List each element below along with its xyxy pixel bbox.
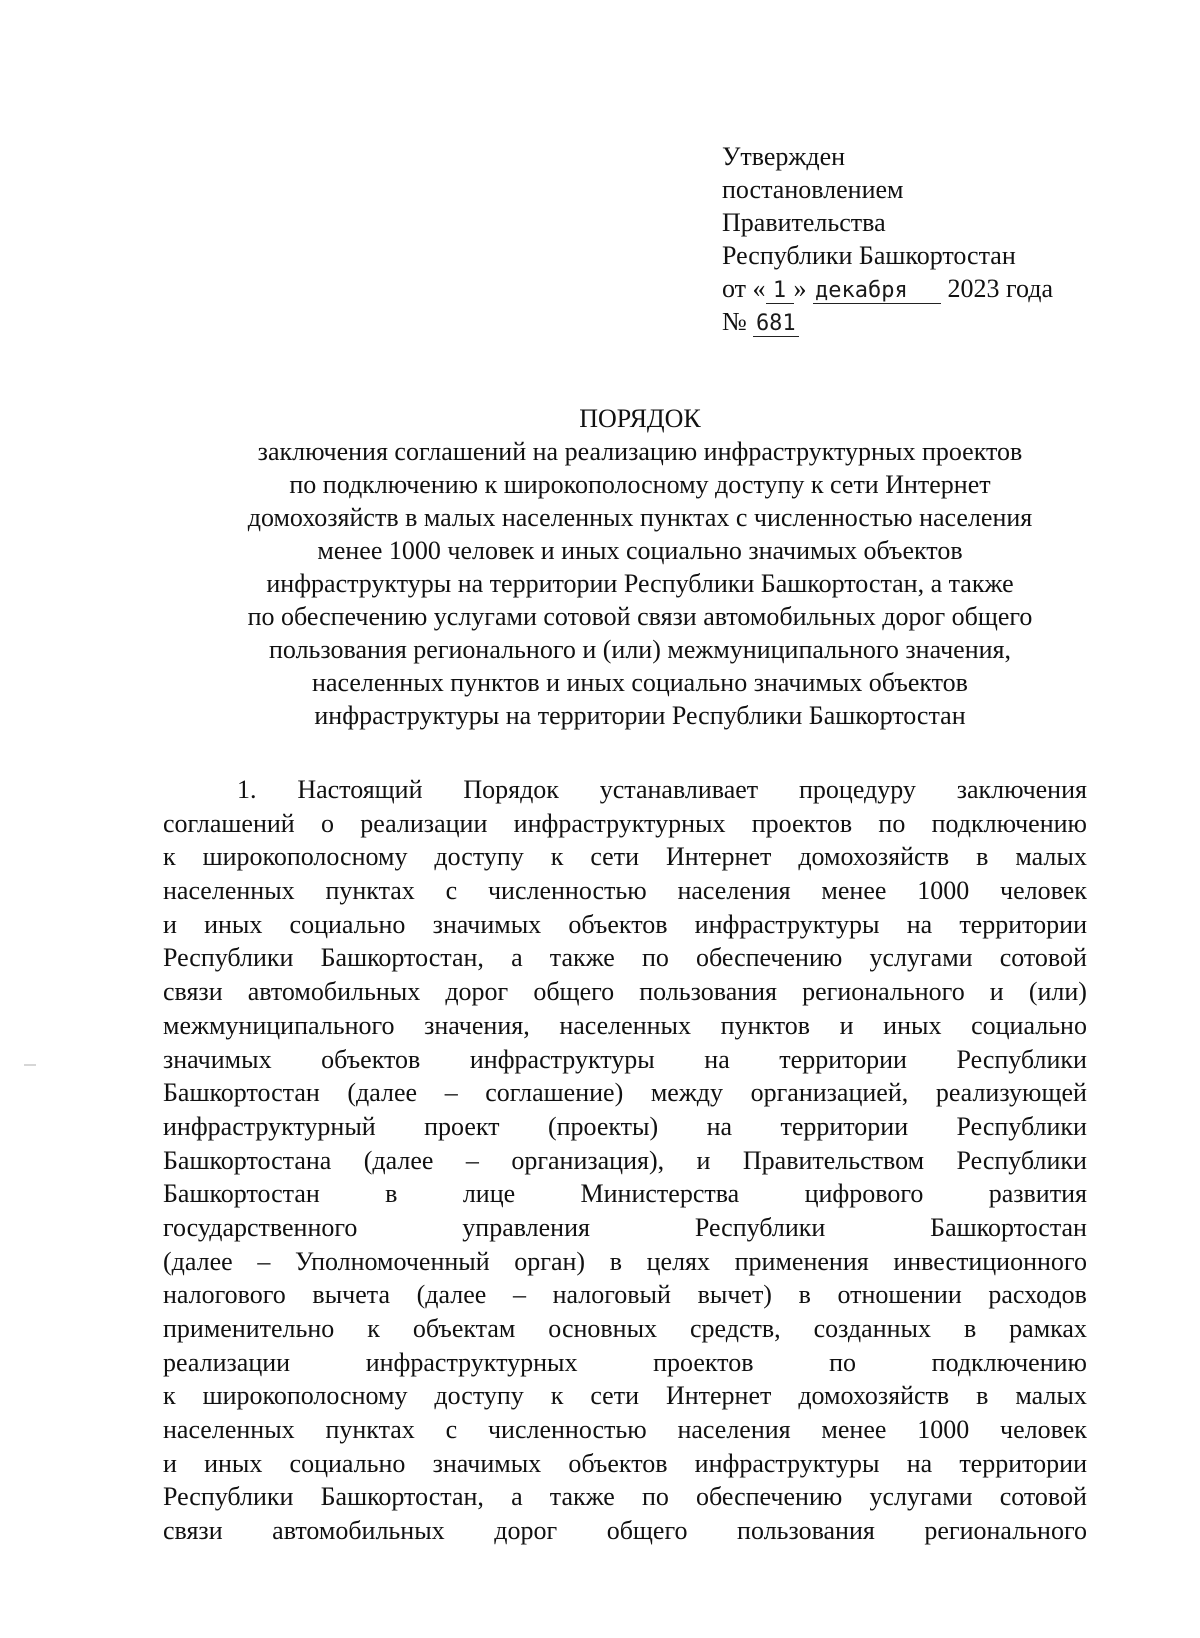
- body-word: основных: [548, 1314, 658, 1343]
- body-word: инфраструктурных: [513, 808, 726, 838]
- body-word: значимых: [163, 1044, 272, 1074]
- body-line: [163, 1413, 1087, 1447]
- body-word: численностью: [487, 1415, 647, 1445]
- body-word: по: [878, 808, 906, 838]
- body-word: средств,: [690, 1314, 781, 1343]
- body-word: к: [550, 1381, 564, 1411]
- body-word: (далее: [363, 1145, 434, 1175]
- body-word: налогового: [163, 1280, 286, 1310]
- body-line: [163, 1480, 1087, 1514]
- body-word: менее: [821, 876, 887, 906]
- body-word: с: [445, 876, 458, 906]
- body-word: соглашение): [485, 1078, 624, 1108]
- body-word: развития: [988, 1179, 1087, 1209]
- body-line: [163, 1346, 1087, 1380]
- body-word: в: [385, 1179, 398, 1209]
- body-line: [163, 1379, 1087, 1413]
- body-line: [163, 1312, 1087, 1346]
- body-word: процедуру: [798, 775, 916, 804]
- body-word: населения: [677, 1415, 791, 1445]
- body-word: –: [512, 1280, 526, 1310]
- body-line: [163, 874, 1087, 908]
- date-close-quote: »: [793, 274, 807, 303]
- body-word: обеспечению: [696, 1482, 843, 1512]
- body-word: (далее: [347, 1078, 418, 1108]
- body-line: [163, 1144, 1087, 1178]
- date-month: декабря: [813, 279, 941, 304]
- body-word: автомобильных: [247, 977, 421, 1007]
- body-word: о: [321, 808, 334, 838]
- body-word: проект: [424, 1111, 500, 1141]
- body-word: малых: [1015, 1381, 1087, 1411]
- body-word: лице: [462, 1179, 516, 1209]
- body-word: социально: [971, 1010, 1087, 1040]
- body-word: значимых: [432, 909, 542, 939]
- body-word: численностью: [487, 876, 647, 906]
- body-word: значения,: [424, 1010, 530, 1040]
- approval-line-government: Правительства: [722, 208, 886, 237]
- title-line: домохозяйств в малых населенных пунктах с численностью населения: [247, 503, 1033, 532]
- body-word: по: [829, 1347, 857, 1377]
- title-line: менее 1000 человек и иных социально значимых объектов: [317, 536, 963, 565]
- date-year: 2023 года: [947, 274, 1054, 303]
- title-heading: ПОРЯДОК: [579, 404, 701, 433]
- body-word: (далее: [416, 1280, 487, 1310]
- body-word: и: [989, 977, 1004, 1007]
- approval-line-resolution: постановлением: [722, 175, 904, 204]
- body-word: реализующей: [935, 1078, 1087, 1108]
- body-word: доступу: [434, 842, 524, 872]
- body-paragraph: [163, 773, 1087, 1548]
- body-word: и: [163, 1448, 177, 1478]
- body-word: Республики: [956, 1044, 1087, 1074]
- body-line: [163, 807, 1087, 841]
- body-line: [163, 1076, 1087, 1110]
- body-word: доступу: [434, 1381, 524, 1411]
- body-word: организацией,: [750, 1078, 909, 1108]
- body-word: объектов: [321, 1044, 421, 1074]
- body-word: орган): [514, 1246, 586, 1276]
- date-day: 1: [766, 279, 794, 304]
- body-word: территории: [959, 909, 1087, 939]
- body-word: а: [511, 1482, 523, 1512]
- body-word: человек: [1000, 876, 1087, 906]
- body-word: пунктах: [325, 1415, 415, 1445]
- body-word: применительно: [163, 1314, 335, 1343]
- body-word: в: [963, 1314, 977, 1343]
- body-word: 1.: [237, 775, 257, 804]
- body-word: инвестиционного: [893, 1246, 1087, 1276]
- body-word: Башкортостана: [163, 1145, 332, 1175]
- body-word: проектов: [653, 1347, 754, 1377]
- body-word: Интернет: [665, 1381, 772, 1411]
- number-sign: №: [722, 307, 747, 336]
- body-word: расходов: [988, 1280, 1087, 1310]
- body-word: а: [511, 943, 523, 973]
- body-line: [163, 840, 1087, 874]
- body-word: Республики: [163, 943, 294, 973]
- body-word: рамках: [1009, 1314, 1087, 1343]
- body-word: услугами: [869, 1482, 973, 1512]
- body-line: [163, 1278, 1087, 1312]
- body-word: к: [163, 842, 176, 872]
- body-word: территории: [780, 1111, 909, 1141]
- body-word: и: [163, 909, 177, 939]
- body-word: по: [641, 1482, 669, 1512]
- body-word: обеспечению: [696, 943, 843, 973]
- body-line: [163, 1043, 1087, 1077]
- document-title: [160, 402, 1120, 732]
- body-word: к: [367, 1314, 380, 1343]
- body-word: на: [906, 1448, 933, 1478]
- body-word: Республики: [956, 1145, 1087, 1175]
- body-word: связи: [163, 977, 223, 1007]
- body-word: значимых: [432, 1448, 542, 1478]
- body-word: Башкортостан,: [320, 943, 484, 973]
- body-word: человек: [1000, 1415, 1087, 1445]
- body-word: пунктах: [325, 876, 415, 906]
- approval-line-approved: Утвержден: [722, 142, 846, 171]
- body-word: (далее: [163, 1246, 233, 1276]
- body-word: инфраструктуры: [469, 1044, 655, 1074]
- body-word: инфраструктурных: [365, 1347, 578, 1377]
- body-word: к: [550, 842, 564, 872]
- body-word: заключения: [956, 775, 1087, 804]
- date-prefix: от «: [722, 274, 766, 303]
- body-word: пользования: [639, 977, 778, 1007]
- body-word: инфраструктурный: [163, 1111, 376, 1141]
- body-word: домохозяйств: [798, 1381, 950, 1411]
- body-word: Республики: [694, 1212, 826, 1242]
- body-word: на: [704, 1044, 730, 1074]
- body-word: 1000: [917, 1415, 970, 1445]
- body-word: связи: [163, 1516, 223, 1546]
- body-word: сети: [590, 1381, 639, 1411]
- body-word: социально: [289, 1448, 406, 1478]
- body-word: сотовой: [999, 943, 1087, 973]
- body-word: управления: [462, 1212, 590, 1242]
- body-word: –: [257, 1246, 271, 1276]
- body-word: проектов: [751, 808, 853, 838]
- body-word: услугами: [869, 943, 973, 973]
- body-word: сети: [590, 842, 639, 872]
- body-word: организация),: [511, 1145, 665, 1175]
- body-word: автомобильных: [272, 1516, 445, 1546]
- body-word: инфраструктуры: [694, 1448, 880, 1478]
- body-line: [163, 1245, 1087, 1279]
- body-word: между: [650, 1078, 724, 1108]
- body-word: общего: [533, 977, 615, 1007]
- body-word: соглашений: [163, 808, 295, 838]
- body-word: в: [609, 1246, 622, 1276]
- body-word: малых: [1015, 842, 1087, 872]
- body-word: межмуниципального: [163, 1010, 395, 1040]
- body-line: [163, 1177, 1087, 1211]
- body-line: [163, 1110, 1087, 1144]
- body-line: [163, 975, 1087, 1009]
- body-word: отношении: [837, 1280, 962, 1310]
- body-word: созданных: [813, 1314, 931, 1343]
- body-word: также: [549, 943, 615, 973]
- body-word: 1000: [917, 876, 970, 906]
- body-word: объектов: [568, 909, 668, 939]
- title-line: пользования регионального и (или) межмуниципального значения,: [269, 635, 1011, 664]
- body-word: объектов: [568, 1448, 668, 1478]
- body-word: широкополосному: [202, 842, 408, 872]
- body-word: пользования: [737, 1516, 875, 1546]
- body-word: менее: [821, 1415, 887, 1445]
- body-word: в: [976, 1381, 989, 1411]
- body-word: домохозяйств: [798, 842, 950, 872]
- body-word: на: [906, 909, 933, 939]
- approval-number: [722, 305, 1142, 338]
- title-line: заключения соглашений на реализацию инфраструктурных проектов: [257, 437, 1023, 466]
- body-word: Башкортостан: [930, 1212, 1087, 1242]
- body-line: [163, 1514, 1087, 1548]
- body-word: Интернет: [665, 842, 772, 872]
- title-line: по обеспечению услугами сотовой связи автомобильных дорог общего: [247, 602, 1033, 631]
- body-word: населенных: [559, 1010, 691, 1040]
- body-word: Порядок: [463, 775, 559, 804]
- title-line: по подключению к широкополосному доступу к сети Интернет: [289, 470, 991, 499]
- body-word: Башкортостан: [163, 1078, 320, 1108]
- body-word: иных: [204, 1448, 263, 1478]
- title-line: населенных пунктов и иных социально значимых объектов: [312, 668, 968, 697]
- body-word: по: [641, 943, 669, 973]
- body-word: также: [549, 1482, 615, 1512]
- title-line: инфраструктуры на территории Республики Башкортостан: [314, 701, 966, 730]
- body-word: в: [798, 1280, 811, 1310]
- body-word: иных: [204, 909, 263, 939]
- body-word: к: [163, 1381, 176, 1411]
- body-word: налоговый: [552, 1280, 671, 1310]
- body-word: в: [976, 842, 989, 872]
- body-word: и: [839, 1010, 854, 1040]
- body-word: государственного: [163, 1212, 358, 1242]
- body-word: объектам: [412, 1314, 516, 1343]
- approval-date: [722, 272, 1142, 305]
- body-line: [163, 1447, 1087, 1481]
- body-word: реализации: [360, 808, 488, 838]
- body-word: Республики: [163, 1482, 294, 1512]
- body-word: целях: [646, 1246, 710, 1276]
- body-word: Башкортостан: [163, 1179, 320, 1209]
- body-word: дорог: [494, 1516, 558, 1546]
- body-word: реализации: [163, 1347, 291, 1377]
- body-word: Министерства: [580, 1179, 740, 1209]
- body-word: широкополосному: [202, 1381, 408, 1411]
- body-word: социально: [289, 909, 406, 939]
- body-word: пунктов: [720, 1010, 811, 1040]
- body-word: территории: [959, 1448, 1087, 1478]
- body-word: населенных: [163, 1415, 295, 1445]
- body-word: дорог: [445, 977, 509, 1007]
- body-word: Республики: [956, 1111, 1087, 1141]
- body-word: –: [444, 1078, 458, 1108]
- body-word: и: [696, 1145, 711, 1175]
- body-word: территории: [779, 1044, 907, 1074]
- approval-stamp-block: [722, 140, 1142, 338]
- body-word: (или): [1028, 977, 1087, 1007]
- body-word: инфраструктуры: [694, 909, 880, 939]
- document-number: 681: [753, 312, 799, 337]
- body-word: (проекты): [547, 1111, 659, 1141]
- body-word: применения: [734, 1246, 869, 1276]
- body-word: регионального: [802, 977, 965, 1007]
- body-word: подключению: [931, 1347, 1087, 1377]
- body-word: на: [706, 1111, 733, 1141]
- body-word: подключению: [931, 808, 1087, 838]
- body-word: Башкортостан,: [320, 1482, 484, 1512]
- body-word: вычета: [312, 1280, 391, 1310]
- body-line: [163, 908, 1087, 942]
- body-line: [163, 941, 1087, 975]
- body-word: –: [465, 1145, 479, 1175]
- body-word: вычет): [697, 1280, 772, 1310]
- body-word: регионального: [924, 1516, 1087, 1546]
- body-word: Правительством: [742, 1145, 925, 1175]
- body-word: населения: [677, 876, 791, 906]
- approval-line-republic: Республики Башкортостан: [722, 241, 1016, 270]
- body-word: цифрового: [804, 1179, 924, 1209]
- body-word: с: [445, 1415, 458, 1445]
- body-line: [163, 773, 1087, 807]
- body-word: Настоящий: [297, 775, 423, 804]
- body-word: иных: [883, 1010, 942, 1040]
- title-line: инфраструктуры на территории Республики Башкортостан, а также: [266, 569, 1014, 598]
- body-word: Уполномоченный: [294, 1246, 490, 1276]
- scan-artifact: [24, 1064, 36, 1066]
- body-word: сотовой: [999, 1482, 1087, 1512]
- body-line: [163, 1211, 1087, 1245]
- body-word: общего: [606, 1516, 688, 1546]
- body-word: устанавливает: [599, 775, 759, 804]
- body-line: [163, 1009, 1087, 1043]
- body-word: населенных: [163, 876, 295, 906]
